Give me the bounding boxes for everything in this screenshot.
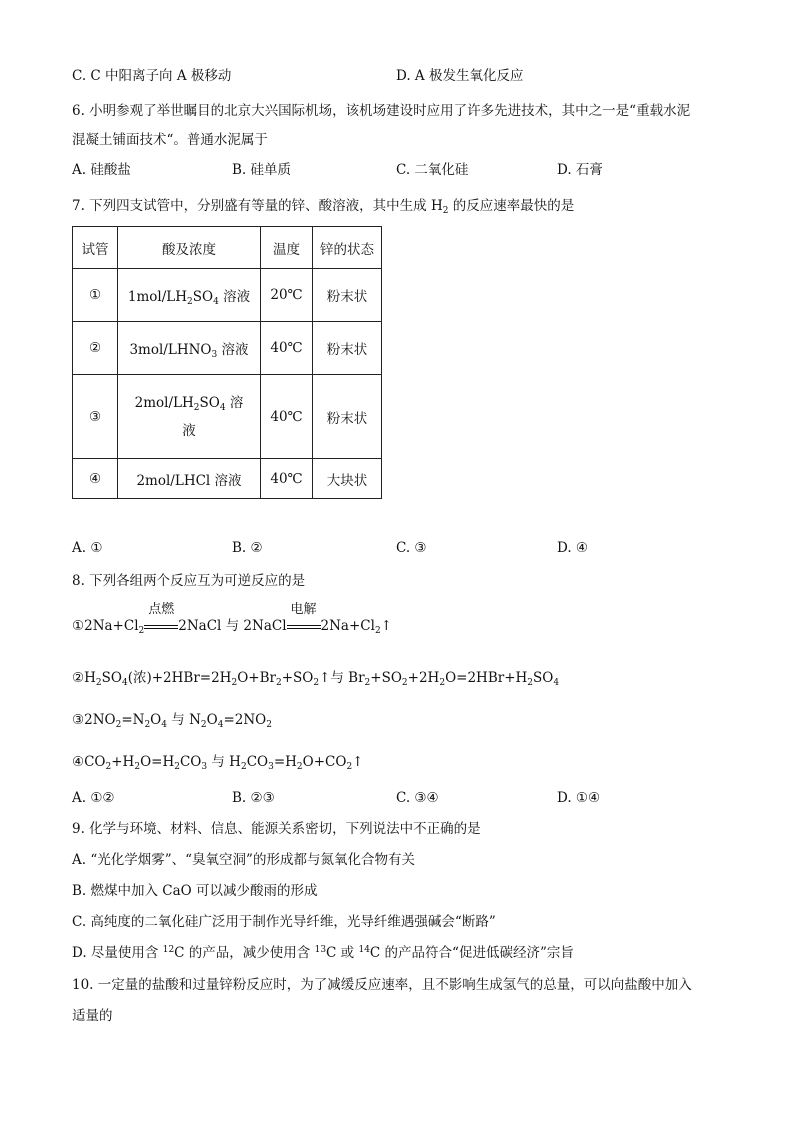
acid-cell: $3mol/LHNO_3$ 溶液 [118,322,261,375]
temp-cell: 40℃ [261,459,313,499]
state-cell: 粉末状 [313,269,382,322]
q9-option-c: C. 高纯度的二氧化硅广泛用于制作光导纤维，光导纤维遇强碱会“断路” [72,914,496,930]
q8-reaction-2: $②H_2SO_4$(浓)$+2HBr=2H_2O+Br_2+SO_2↑$与 $Br_2+SO_2+2H_2O=2HBr+H_2SO_4$ [72,670,560,688]
acid-cell: $1mol/LH_2SO_4$ 溶液 [118,269,261,322]
temp-cell: 40℃ [261,375,313,459]
q6-option-b: B. 硅单质 [232,162,292,178]
header-tube: 试管 [73,227,118,269]
q7-option-a: A. ① [72,540,103,556]
q8-reaction-1: $①2Na+Cl_2$ 点燃 2NaCl 与 2NaCl 电解 $2Na+Cl_2↑$ [72,602,392,636]
q8-reaction-3: $③2NO_2=N_2O_4$ 与 $N_2O_4=2NO_2$ [72,712,272,730]
condition-electrolysis: 电解 [287,616,321,636]
header-acid: 酸及浓度 [118,227,261,269]
table-row [73,322,382,375]
q6-stem-line1: 6. 小明参观了举世瞩目的北京大兴国际机场，该机场建设时应用了许多先进技术，其中之一是“重载水泥 [72,103,691,119]
q7-option-d: D. ④ [557,540,589,556]
condition-ignite: 点燃 [144,616,178,636]
tube-id: ② [73,322,118,375]
q9-option-b: B. 燃煤中加入 CaO 可以减少酸雨的形成 [72,883,318,899]
header-zinc-state: 锌的状态 [313,227,382,269]
q8-option-c: C. ③④ [396,790,439,806]
table-header-row [73,227,382,269]
state-cell: 大块状 [313,459,382,499]
temp-cell: 40℃ [261,322,313,375]
table-row [73,269,382,322]
q8-option-a: A. ①② [72,790,115,806]
q7-stem: 7. 下列四支试管中，分别盛有等量的锌、酸溶液，其中生成 $H_2$ 的反应速率最快的是 [72,198,575,216]
table-row [73,375,382,459]
q10-stem-line2: 适量的 [72,1008,113,1024]
temp-cell: 20℃ [261,269,313,322]
q9-option-d: D. 尽量使用含 $^{12}$C 的产品，减少使用含 $^{13}$C 或 $^{14}$C 的产品符合“促进低碳经济”宗旨 [72,945,574,961]
q7-table [72,226,382,499]
q9-stem: 9. 化学与环境、材料、信息、能源关系密切，下列说法中不正确的是 [72,821,481,837]
acid-cell: $2mol/LH_2SO_4$ 溶 液 [118,375,261,459]
state-cell: 粉末状 [313,322,382,375]
q6-option-c: C. 二氧化硅 [396,162,469,178]
q8-option-b: B. ②③ [232,790,275,806]
q10-stem-line1: 10. 一定量的盐酸和过量锌粉反应时，为了减缓反应速率，且不影响生成氢气的总量，可以向盐酸中加入 [72,977,692,993]
q7-option-c: C. ③ [396,540,427,556]
header-temp: 温度 [261,227,313,269]
q5-option-d: D. A 极发生氧化反应 [396,68,524,84]
q8-reaction-4: $④CO_2+H_2O=H_2CO_3$ 与 $H_2CO_3=H_2O+CO_2↑$ [72,754,364,772]
q8-option-d: D. ①④ [557,790,601,806]
q6-option-d: D. 石膏 [557,162,603,178]
q7-option-b: B. ② [232,540,263,556]
q5-option-c: C. C 中阳离子向 A 极移动 [72,68,232,84]
q8-stem: 8. 下列各组两个反应互为可逆反应的是 [72,573,306,589]
acid-cell: 2mol/LHCl 溶液 [118,459,261,499]
table-row [73,459,382,499]
tube-id: ④ [73,459,118,499]
q9-option-a: A. “光化学烟雾”、“臭氧空洞”的形成都与氮氧化合物有关 [72,852,415,868]
q6-option-a: A. 硅酸盐 [72,162,131,178]
q6-stem-line2: 混凝土铺面技术“。普通水泥属于 [72,132,268,148]
tube-id: ③ [73,375,118,459]
tube-id: ① [73,269,118,322]
state-cell: 粉末状 [313,375,382,459]
